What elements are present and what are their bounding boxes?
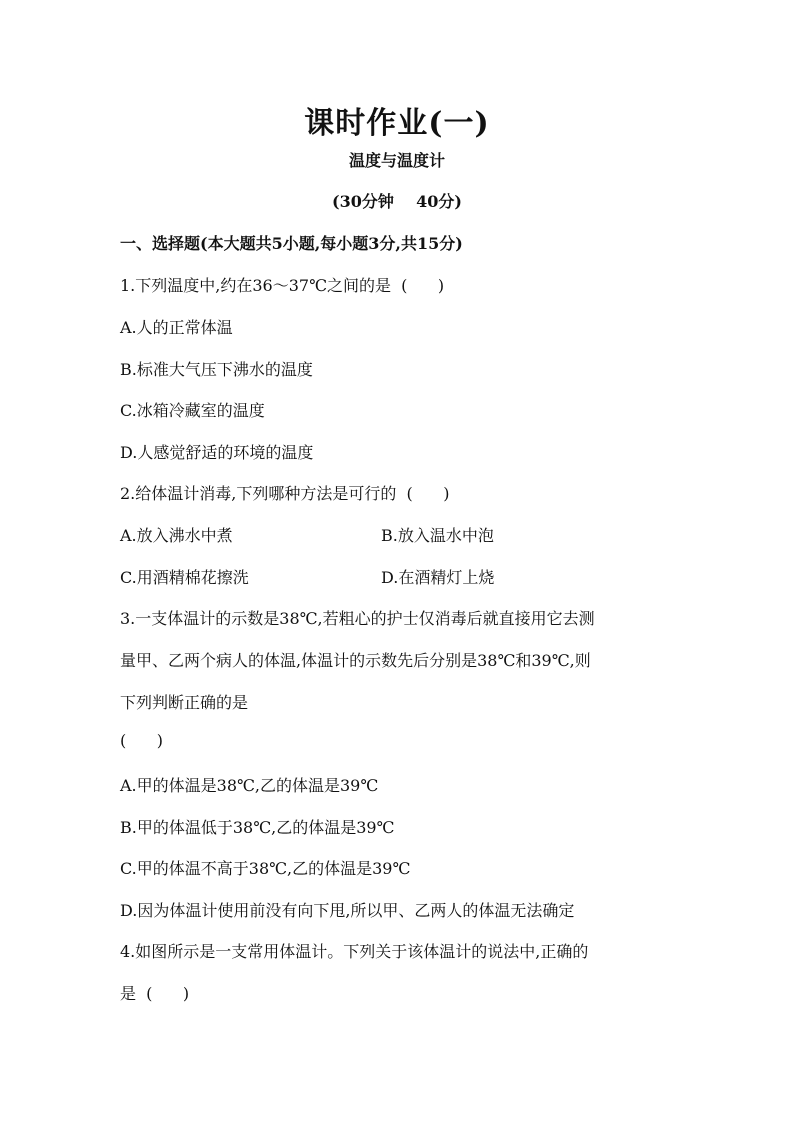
question-1-option-d: D.人感觉舒适的环境的温度 [120,443,314,462]
question-1-stem: 1.下列温度中,约在36～37℃之间的是 ( ) [120,276,445,295]
page-subtitle: 温度与温度计 [348,151,445,170]
question-3-stem-line-2: 量甲、乙两个病人的体温,体温计的示数先后分别是38℃和39℃,则 [120,651,591,670]
question-2-stem: 2.给体温计消毒,下列哪种方法是可行的 ( ) [120,484,450,503]
question-3-option-b: B.甲的体温低于38℃,乙的体温是39℃ [120,818,395,837]
question-1-option-c: C.冰箱冷藏室的温度 [120,401,265,420]
question-2-option-c: C.用酒精棉花擦洗 [120,568,249,587]
question-3-option-c: C.甲的体温不高于38℃,乙的体温是39℃ [120,859,411,878]
page-title: 课时作业(一) [304,106,490,141]
question-3-stem-line-1: 3.一支体温计的示数是38℃,若粗心的护士仅消毒后就直接用它去测 [120,609,595,628]
question-4-stem-line-2: 是 ( ) [120,984,190,1003]
question-1-option-b: B.标准大气压下沸水的温度 [120,360,313,379]
question-1-option-a: A.人的正常体温 [120,318,233,337]
time-score-info: (30分钟 40分) [332,192,462,211]
question-2-option-a: A.放入沸水中煮 [120,526,233,545]
question-3-option-d: D.因为体温计使用前没有向下甩,所以甲、乙两人的体温无法确定 [120,901,575,920]
section-heading: 一、选择题(本大题共5小题,每小题3分,共15分) [120,234,463,253]
question-2-option-b: B.放入温水中泡 [381,526,494,545]
question-3-answer-bracket: ( ) [120,731,163,750]
question-2-option-d: D.在酒精灯上烧 [381,568,495,587]
question-3-option-a: A.甲的体温是38℃,乙的体温是39℃ [120,776,379,795]
question-4-stem-line-1: 4.如图所示是一支常用体温计。下列关于该体温计的说法中,正确的 [120,942,589,961]
question-3-stem-line-3: 下列判断正确的是 [120,693,249,712]
